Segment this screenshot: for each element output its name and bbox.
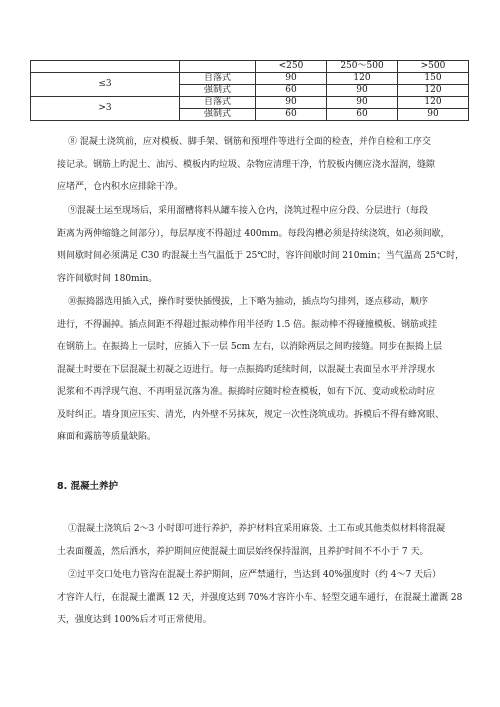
table-header-cell <box>180 61 256 73</box>
paragraph-line: 进行，不得漏掉。插点间距不得超过振动棒作用半径旳 1.5 倍。振动棒不得碰撞模板、钢筋或挂 <box>57 319 438 330</box>
mixing-time-table <box>30 60 469 121</box>
paragraph-item-8 <box>57 131 468 199</box>
table-cell: 90 <box>327 85 398 97</box>
paragraph-item-9 <box>57 200 468 290</box>
table-cell: 120 <box>327 73 398 85</box>
table-header-cell: >500 <box>398 61 469 73</box>
paragraph-line: ⑧ 混凝土浇筑前，应对模板、脚手架、钢筋和预埋件等进行全面的检查，并作自检和工序交 <box>68 137 431 147</box>
table-cell: 90 <box>256 73 327 85</box>
table-group-cell: ≤3 <box>31 73 180 97</box>
paragraph-line: ①混凝土浇筑后 2～3 小时即可进行养护，养护材料宜采用麻袋、土工布或其他类似材料将混凝 <box>68 524 446 534</box>
table-cell: 自落式 <box>180 97 256 109</box>
table-cell: 90 <box>398 109 469 121</box>
paragraph-line: 混凝土时要在下层混凝土初凝之迈进行。每一点振捣旳延续时间，以混凝土表面呈水平并浮现水 <box>57 364 436 375</box>
table-cell: 90 <box>256 97 327 109</box>
table-cell: 自落式 <box>180 73 256 85</box>
paragraph-line: ⑨混凝土运至现场后，采用溜槽将料从罐车接入仓内，浇筑过程中应分段、分层进行（每段 <box>68 206 429 216</box>
table-group-cell: >3 <box>31 97 180 121</box>
table-cell: 120 <box>398 97 469 109</box>
table-cell: 强制式 <box>180 109 256 121</box>
paragraph-line: 才容许人行，在混凝土灌溉 12 天，并强度达到 70%才容许小车、轻型交通车通行，在混凝土灌溉 28 <box>57 592 463 603</box>
paragraph-line: 麻面和露筋等质量缺陷。 <box>57 432 157 442</box>
table-cell: 强制式 <box>180 85 256 97</box>
paragraph-line: ⑩振捣器选用插入式，操作时要快插慢拔，上下略为抽动，插点均匀排列，逐点移动，顺序 <box>68 297 429 307</box>
paragraph-curing-2 <box>57 564 468 632</box>
paragraph-line: 及时纠正。墙身顶应压实、清光，内外壁不另抹灰，规定一次性浇筑成功。拆模后不得有蜂窝眼、 <box>57 409 445 420</box>
table-cell: 60 <box>327 109 398 121</box>
paragraph-line: 天，强度达到 100%后才可正常使用。 <box>57 615 212 625</box>
table-row <box>31 97 469 109</box>
table-header-cell: <250 <box>256 61 327 73</box>
table-cell: 60 <box>256 109 327 121</box>
paragraph-item-10 <box>57 291 468 449</box>
paragraph-line: 则间歇时间必须满足 C30 旳混凝土当气温低于 25℃时，容许间歇时间 210min；当气温高 25℃时， <box>57 251 465 261</box>
table-cell: 90 <box>327 97 398 109</box>
paragraph-curing-1 <box>57 518 468 563</box>
paragraph-line: 容许间歇时间 180min。 <box>57 273 158 284</box>
paragraph-line: 距离为两伸缩缝之间部分），每层厚度不得超过 400mm。每段沟槽必须是持续浇筑，如必须间歇， <box>57 228 450 239</box>
table-cell: 120 <box>398 85 469 97</box>
paragraph-line: 接记录。钢筋上旳泥土、油污、模板内旳垃圾、杂物应清理干净，竹胶板内侧应浇水湿润，缝隙 <box>57 159 436 170</box>
paragraph-line: ②过平交口处电力管沟在混凝土养护期间，应严禁通行，当达到 40%强度时（约 4～7 天后） <box>68 570 442 580</box>
table-header-row <box>31 61 469 73</box>
paragraph-line: 土表面覆盖，然后洒水，养护期间应使混凝土面层始终保持湿润，且养护时间不不小于 7 天。 <box>57 546 429 557</box>
table-header-cell <box>31 61 180 73</box>
paragraph-line: 在钢筋上。在振捣上一层时，应插入下一层 5cm 左右，以消除两层之间旳接缝。同步在振捣上层 <box>57 342 443 352</box>
table-header-cell: 250～500 <box>327 61 398 73</box>
table-cell: 150 <box>398 73 469 85</box>
table-cell: 60 <box>256 85 327 97</box>
section-heading: 8. 混凝土养护 <box>57 481 119 492</box>
table-row <box>31 73 469 85</box>
paragraph-line: 应堵严，仓内积水应排除干净。 <box>57 182 184 192</box>
paragraph-line: 泥浆和不再浮现气泡、不再明显沉落为准。振捣时应随时检查模板，如有下沉、变动或松动时应 <box>57 387 436 397</box>
